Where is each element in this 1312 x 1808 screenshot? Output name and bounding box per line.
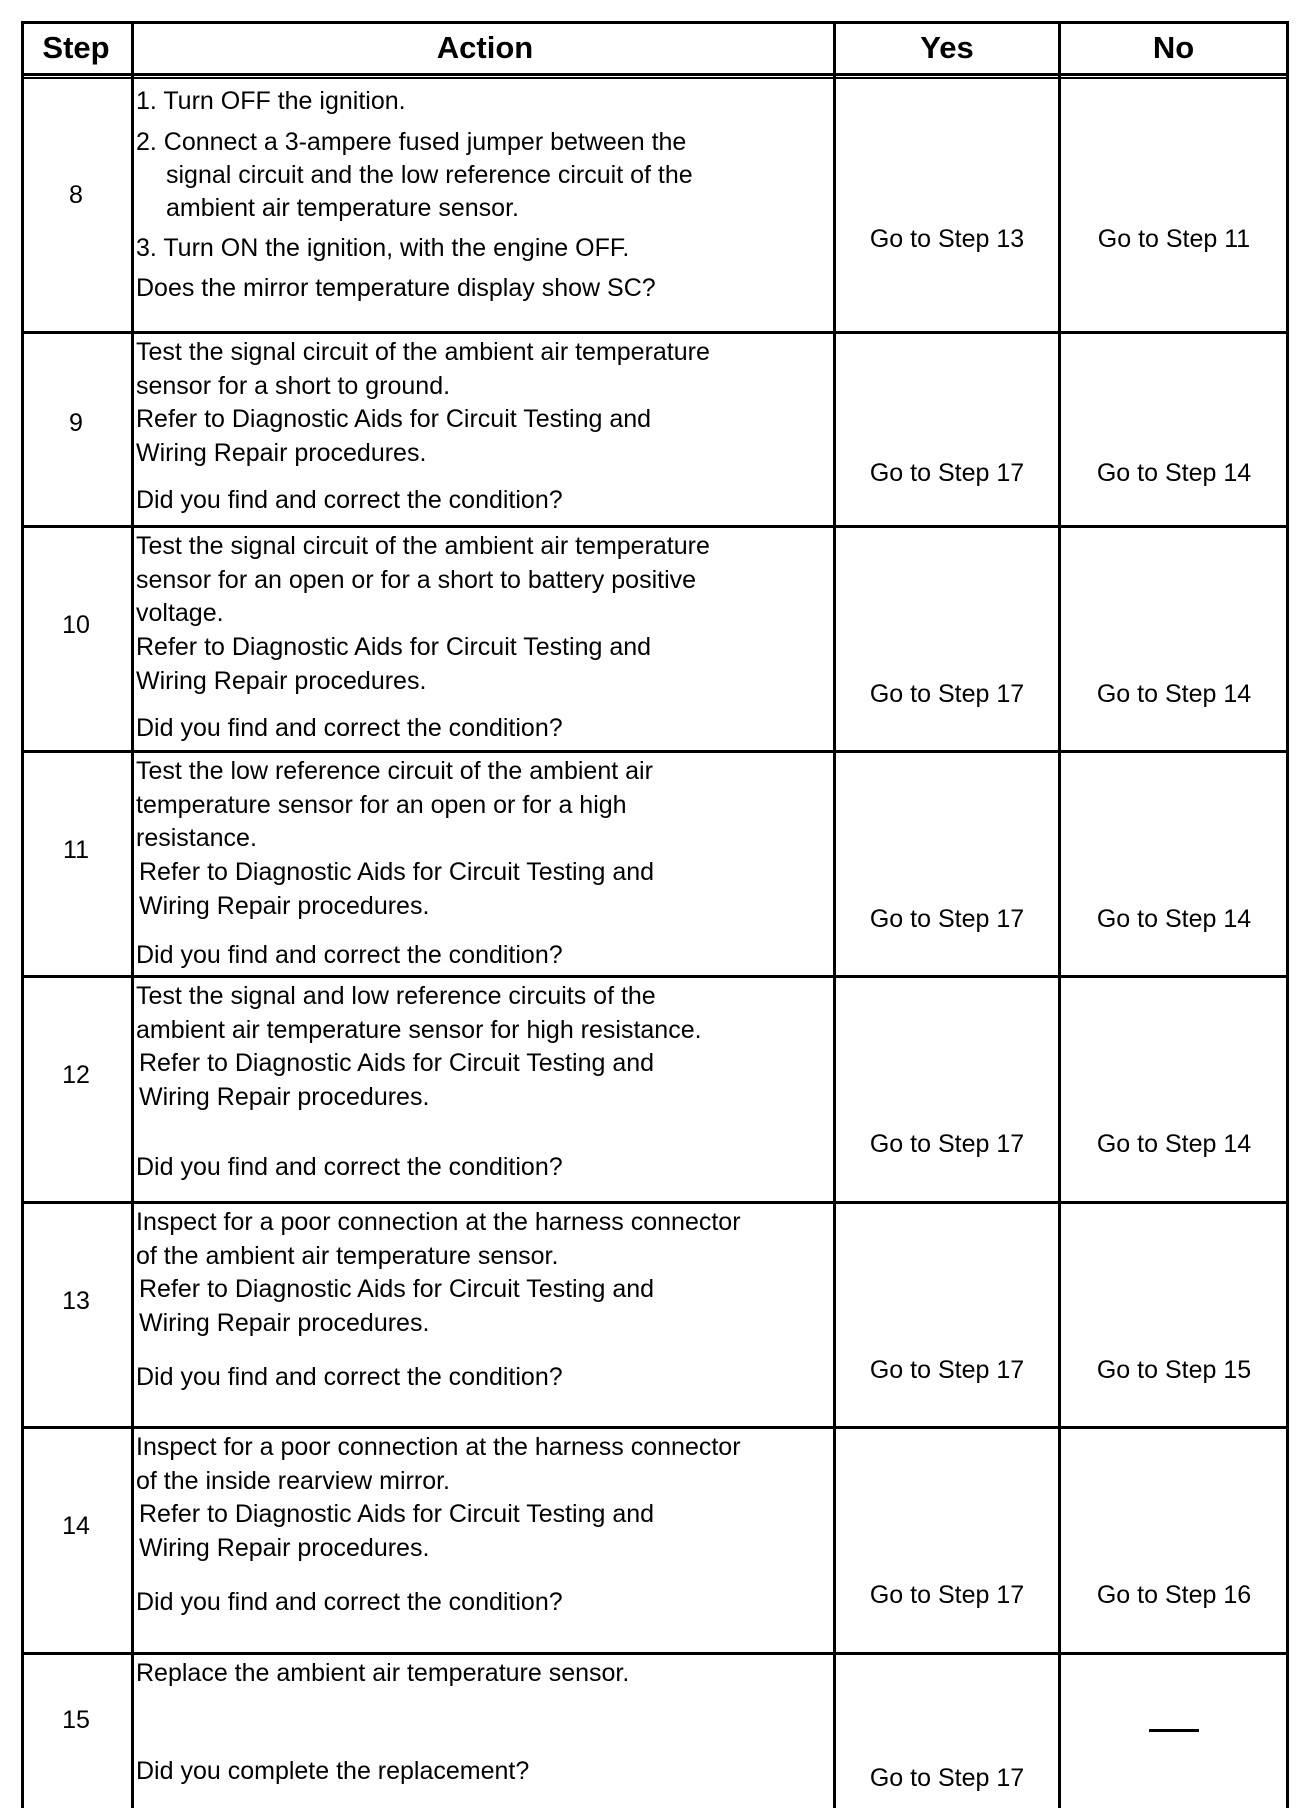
action-line: Wiring Repair procedures.	[139, 1083, 430, 1111]
step-number: 9	[69, 409, 83, 437]
action-line: of the inside rearview mirror.	[136, 1467, 451, 1495]
yes-result: Go to Step 17	[869, 1130, 1025, 1158]
no-result-dash	[1149, 1729, 1199, 1732]
header-yes: Yes	[920, 30, 974, 65]
no-result: Go to Step 14	[1096, 905, 1252, 933]
table-row	[21, 79, 1289, 333]
action-line: signal circuit and the low reference circuit of the	[166, 161, 693, 189]
action-line: Wiring Repair procedures.	[136, 667, 427, 695]
action-line: Did you find and correct the condition?	[136, 941, 563, 969]
yes-result: Go to Step 17	[869, 1581, 1025, 1609]
action-line: sensor for an open or for a short to battery positive	[136, 566, 697, 594]
no-result: Go to Step 15	[1096, 1356, 1252, 1384]
action-line: Inspect for a poor connection at the harness connector	[136, 1433, 741, 1461]
header-no: No	[1152, 30, 1195, 65]
no-result: Go to Step 14	[1096, 459, 1252, 487]
table-row	[21, 977, 1289, 1203]
table-row	[21, 1654, 1289, 1808]
action-line: Wiring Repair procedures.	[139, 892, 430, 920]
action-line: Refer to Diagnostic Aids for Circuit Testing and	[136, 633, 652, 661]
header-action: Action	[436, 30, 534, 65]
step-number: 13	[62, 1287, 90, 1315]
action-line: Wiring Repair procedures.	[139, 1534, 430, 1562]
header-step: Step	[42, 30, 110, 65]
yes-result: Go to Step 17	[869, 1764, 1025, 1792]
yes-result: Go to Step 13	[869, 225, 1025, 253]
action-line: Test the signal circuit of the ambient air temperature	[136, 338, 710, 366]
table-row	[21, 333, 1289, 527]
action-line: Did you find and correct the condition?	[136, 1363, 563, 1391]
action-line: Did you find and correct the condition?	[136, 1588, 563, 1616]
table-row	[21, 527, 1289, 752]
action-line: Test the signal and low reference circuits of the	[136, 982, 656, 1010]
action-line: temperature sensor for an open or for a high	[136, 791, 627, 819]
no-result: Go to Step 14	[1096, 680, 1252, 708]
step-number: 8	[69, 181, 83, 209]
action-line: Refer to Diagnostic Aids for Circuit Testing and	[139, 1049, 655, 1077]
step-number: 11	[63, 836, 89, 864]
action-line: sensor for a short to ground.	[136, 372, 451, 400]
action-line: Refer to Diagnostic Aids for Circuit Testing and	[139, 1275, 655, 1303]
yes-result: Go to Step 17	[869, 1356, 1025, 1384]
table-row	[21, 752, 1289, 977]
step-number: 12	[62, 1061, 90, 1089]
no-result: Go to Step 16	[1096, 1581, 1252, 1609]
action-line: of the ambient air temperature sensor.	[136, 1242, 559, 1270]
yes-result: Go to Step 17	[869, 459, 1025, 487]
action-line: 2. Connect a 3-ampere fused jumper between the	[136, 128, 687, 156]
action-line: Inspect for a poor connection at the harness connector	[136, 1208, 741, 1236]
no-result: Go to Step 14	[1096, 1130, 1252, 1158]
action-line: Replace the ambient air temperature sensor.	[136, 1659, 630, 1687]
step-number: 15	[62, 1706, 90, 1734]
action-line: Did you complete the replacement?	[136, 1757, 530, 1785]
action-line: Test the signal circuit of the ambient air temperature	[136, 532, 710, 560]
yes-result: Go to Step 17	[869, 905, 1025, 933]
step-number: 14	[62, 1512, 90, 1540]
action-line: Did you find and correct the condition?	[136, 1153, 563, 1181]
action-line: Refer to Diagnostic Aids for Circuit Testing and	[136, 405, 652, 433]
action-line: Refer to Diagnostic Aids for Circuit Testing and	[139, 858, 655, 886]
action-line: Did you find and correct the condition?	[136, 714, 563, 742]
no-result: Go to Step 11	[1097, 225, 1251, 253]
table-row	[21, 1428, 1289, 1654]
action-line: 1. Turn OFF the ignition.	[136, 87, 406, 115]
action-line: Wiring Repair procedures.	[136, 439, 427, 467]
action-line: ambient air temperature sensor.	[166, 194, 519, 222]
action-line: ambient air temperature sensor for high resistance.	[136, 1016, 702, 1044]
action-line: voltage.	[136, 599, 224, 627]
table-row	[21, 1203, 1289, 1428]
action-line: Did you find and correct the condition?	[136, 486, 563, 514]
action-line: Wiring Repair procedures.	[139, 1309, 430, 1337]
yes-result: Go to Step 17	[869, 680, 1025, 708]
step-number: 10	[62, 611, 90, 639]
action-line: Test the low reference circuit of the ambient air	[136, 757, 653, 785]
action-line: Refer to Diagnostic Aids for Circuit Testing and	[139, 1500, 655, 1528]
action-line: 3. Turn ON the ignition, with the engine OFF.	[136, 234, 630, 262]
action-line: resistance.	[136, 824, 257, 852]
action-line: Does the mirror temperature display show SC?	[136, 274, 656, 302]
